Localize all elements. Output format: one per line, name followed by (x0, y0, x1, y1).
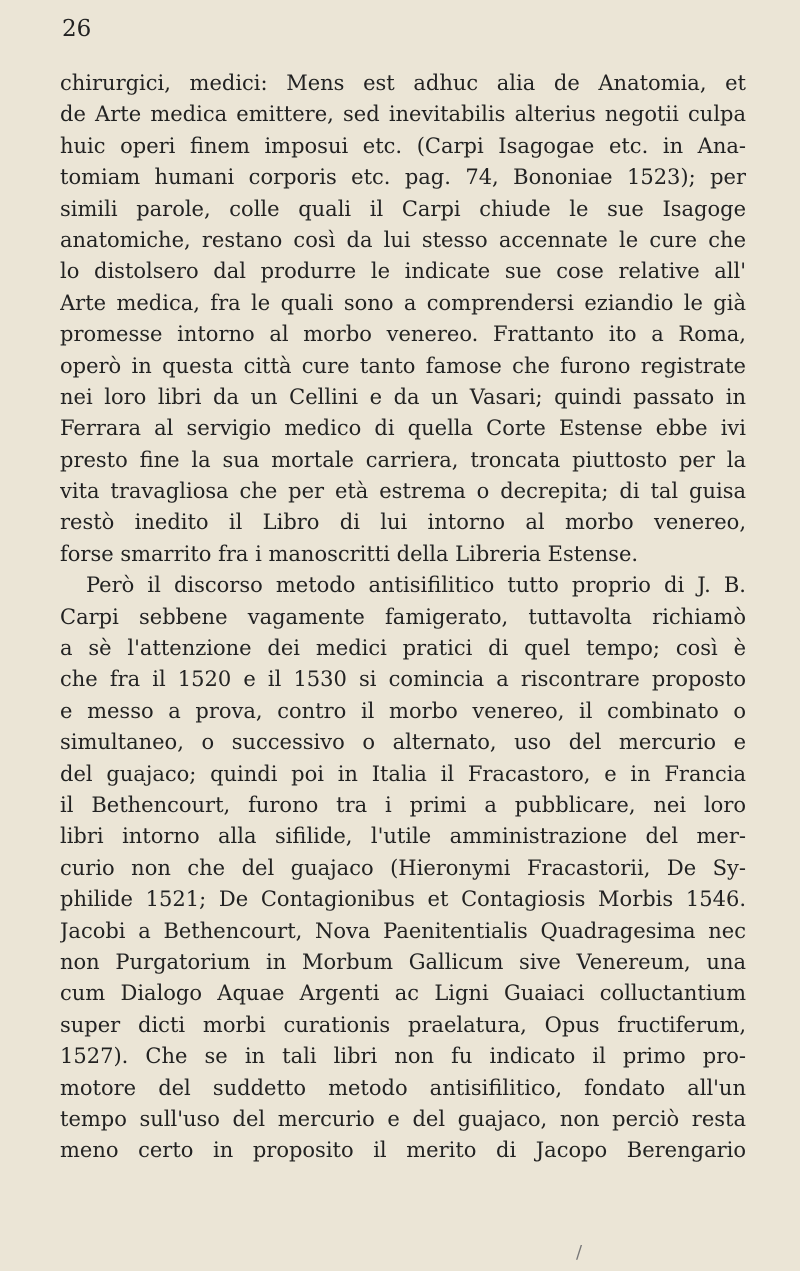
text-line: simultaneo, o successivo o alternato, uso del mercurio e (60, 730, 746, 755)
text-line: curio non che del guajaco (Hieronymi Fracastorii, De Sy- (60, 855, 746, 880)
text-line: vita travagliosa che per età estrema o decrepita; di tal guisa (60, 479, 746, 504)
text-line: lo distolsero dal produrre le indicate sue cose relative all' (60, 259, 746, 284)
stray-mark: / (576, 1242, 583, 1263)
text-line: promesse intorno al morbo venereo. Frattanto ito a Roma, (60, 322, 746, 347)
text-line: nei loro libri da un Cellini e da un Vasari; quindi passato in (60, 384, 746, 409)
text-line: simili parole, colle quali il Carpi chiude le sue Isagoge (60, 196, 746, 221)
text-line: libri intorno alla sifilide, l'utile amministrazione del mer- (60, 824, 746, 849)
text-line: Ferrara al servigio medico di quella Corte Estense ebbe ivi (60, 416, 746, 441)
text-line: super dicti morbi curationis praelatura, Opus fructiferum, (60, 1012, 746, 1037)
text-line: presto fine la sua mortale carriera, troncata piuttosto per la (60, 447, 746, 472)
text-line: Però il discorso metodo antisifilitico tutto proprio di J. B. (86, 573, 746, 598)
text-line: operò in questa città cure tanto famose che furono registrate (60, 353, 746, 378)
text-line: e messo a prova, contro il morbo venereo, il combinato o (60, 698, 746, 723)
text-line: cum Dialogo Aquae Argenti ac Ligni Guaiaci colluctantium (60, 981, 746, 1006)
text-line: Carpi sebbene vagamente famigerato, tuttavolta richiamò (60, 604, 746, 629)
text-line: philide 1521; De Contagionibus et Contagiosis Morbis 1546. (60, 887, 746, 912)
text-line: forse smarrito fra i manoscritti della Libreria Estense. (60, 541, 639, 566)
text-line: de Arte medica emittere, sed inevitabilis alterius negotii culpa (60, 102, 746, 127)
text-line: tomiam humani corporis etc. pag. 74, Bononiae 1523); per (60, 165, 746, 190)
text-line: il Bethencourt, furono tra i primi a pubblicare, nei loro (60, 792, 746, 817)
text-line: tempo sull'uso del mercurio e del guajaco, non perciò resta (60, 1106, 746, 1131)
text-line: anatomiche, restano così da lui stesso accennate le cure che (60, 227, 746, 252)
text-line: meno certo in proposito il merito di Jacopo Berengario (60, 1138, 746, 1163)
body-text (60, 68, 746, 1167)
text-line: 1527). Che se in tali libri non fu indicato il primo pro- (60, 1044, 746, 1069)
text-line: che fra il 1520 e il 1530 si comincia a riscontrare proposto (60, 667, 746, 692)
text-line: a sè l'attenzione dei medici pratici di quel tempo; così è (60, 636, 746, 661)
text-line: Jacobi a Bethencourt, Nova Paenitentialis Quadragesima nec (60, 918, 746, 943)
text-line: restò inedito il Libro di lui intorno al morbo venereo, (60, 510, 746, 535)
text-line: Arte medica, fra le quali sono a comprendersi eziandio le già (60, 290, 746, 315)
text-line: chirurgici, medici: Mens est adhuc alia de Anatomia, et (60, 71, 746, 95)
text-line: huic operi finem imposui etc. (Carpi Isagogae etc. in Ana- (60, 133, 746, 158)
text-line: del guajaco; quindi poi in Italia il Fracastoro, e in Francia (60, 761, 746, 786)
page-number: 26 (62, 16, 92, 42)
text-line: motore del suddetto metodo antisifilitico, fondato all'un (60, 1075, 746, 1100)
text-line: non Purgatorium in Morbum Gallicum sive Venereum, una (60, 949, 746, 974)
